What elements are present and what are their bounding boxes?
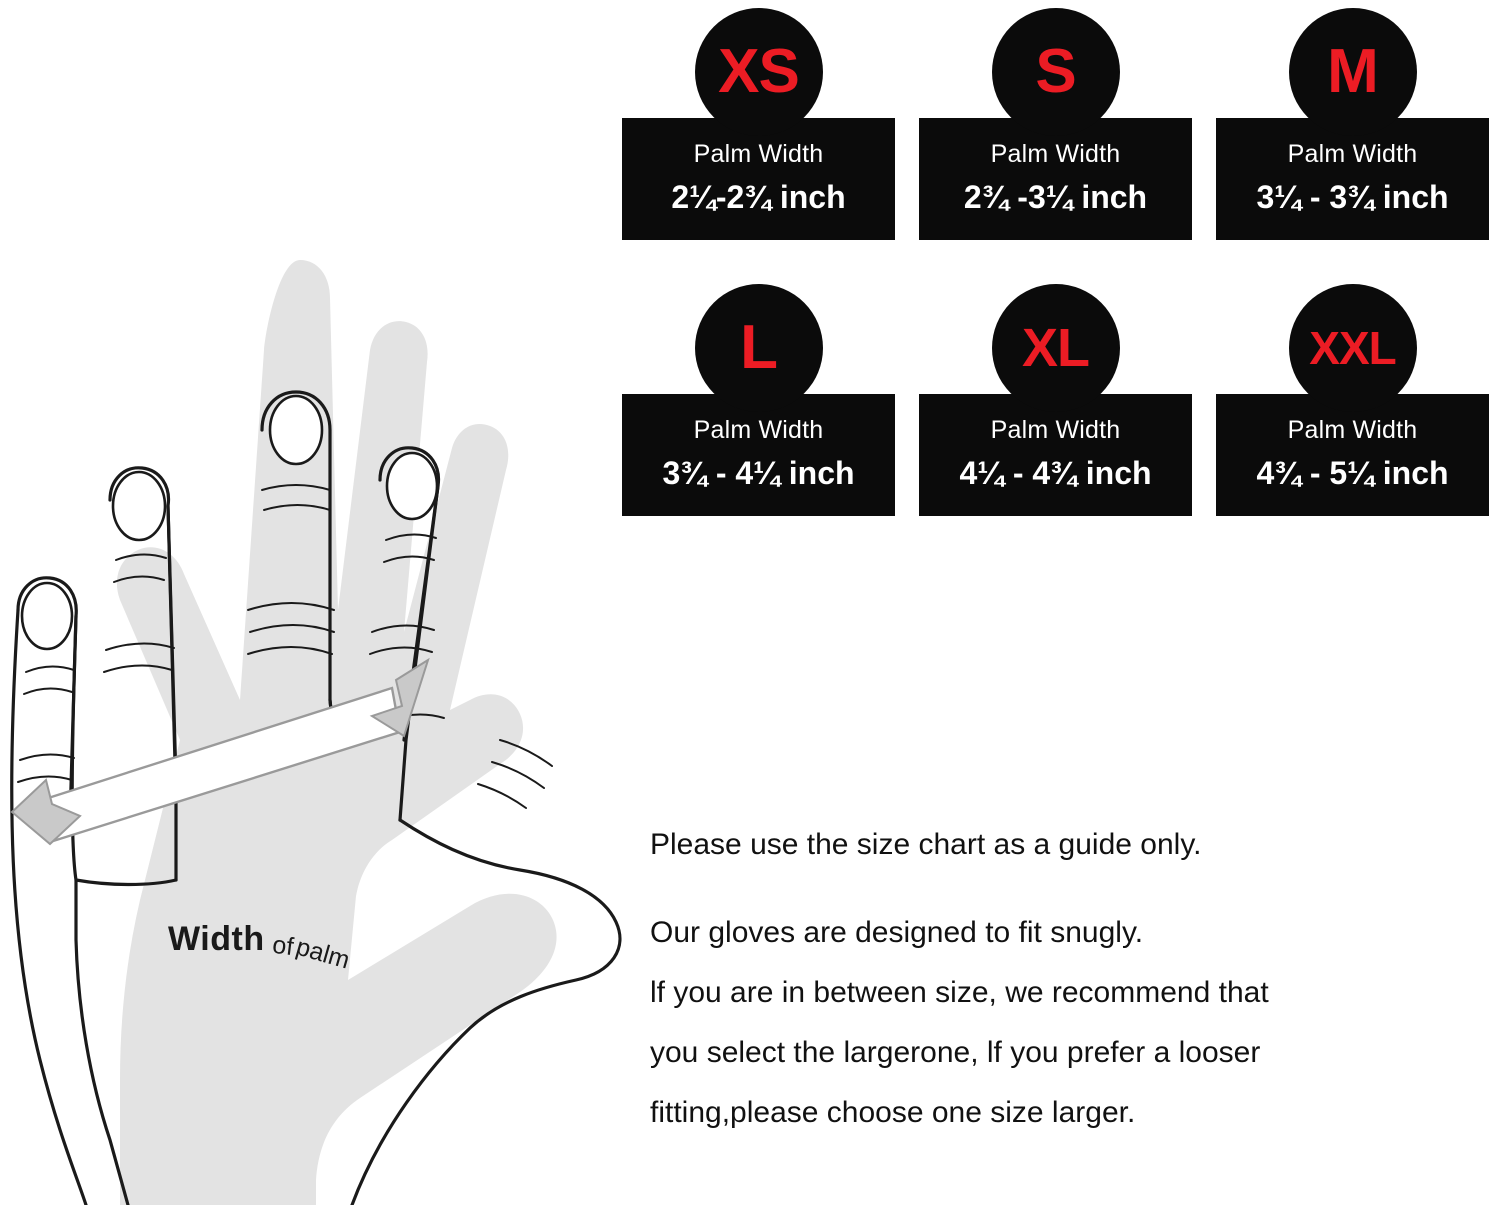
size-range-l bbox=[630, 455, 887, 492]
size-measure-label-xs: Palm Width bbox=[693, 140, 824, 168]
size-guide-notes bbox=[650, 830, 1490, 1158]
size-range-unit-m: inch bbox=[1382, 179, 1449, 215]
size-range-xs bbox=[630, 179, 887, 216]
size-chart-grid bbox=[622, 8, 1490, 560]
size-range-unit-s: inch bbox=[1081, 179, 1148, 215]
size-range-value-m: 3¼ - 3¾ bbox=[1256, 179, 1374, 215]
size-range-value-s: 2¾ -3¼ bbox=[963, 179, 1073, 215]
size-range-value-xxl: 4¾ - 5¼ bbox=[1256, 455, 1374, 491]
size-badge-m: M bbox=[1289, 8, 1417, 136]
size-measure-label-m: Palm Width bbox=[1287, 140, 1418, 168]
size-measure-label-l: Palm Width bbox=[693, 416, 824, 444]
size-measure-label-s: Palm Width bbox=[990, 140, 1121, 168]
hand-diagram bbox=[0, 180, 660, 1205]
palm-width-label bbox=[168, 920, 354, 975]
size-measure-label-xl: Palm Width bbox=[990, 416, 1121, 444]
size-range-xxl bbox=[1224, 455, 1481, 492]
note-line-4: you select the largerone, lf you prefer a looser bbox=[650, 1036, 1261, 1069]
size-range-m bbox=[1224, 179, 1481, 216]
note-line-3: lf you are in between size, we recommend that bbox=[650, 976, 1269, 1009]
size-range-value-xl: 4¼ - 4¾ bbox=[959, 455, 1077, 491]
size-badge-xxl: XXL bbox=[1289, 284, 1417, 412]
size-measure-label-xxl: Palm Width bbox=[1287, 416, 1418, 444]
size-row-bottom bbox=[622, 284, 1490, 516]
size-info-l bbox=[622, 394, 895, 516]
size-info-xxl bbox=[1216, 394, 1489, 516]
palm-width-label-width: Width bbox=[168, 920, 265, 958]
size-range-value-l: 3¾ - 4¼ bbox=[662, 455, 780, 491]
size-info-m bbox=[1216, 118, 1489, 240]
size-range-unit-xxl: inch bbox=[1382, 455, 1449, 491]
size-range-s bbox=[927, 179, 1184, 216]
palm-width-label-of: of bbox=[270, 930, 295, 962]
size-badge-s: S bbox=[992, 8, 1120, 136]
size-card-xs[interactable] bbox=[622, 8, 895, 240]
size-badge-xl: XL bbox=[992, 284, 1120, 412]
size-info-xl bbox=[919, 394, 1192, 516]
size-info-s bbox=[919, 118, 1192, 240]
size-range-unit-xl: inch bbox=[1085, 455, 1152, 491]
note-line-5: fitting,please choose one size larger. bbox=[650, 1096, 1136, 1129]
size-card-xxl[interactable] bbox=[1216, 284, 1489, 516]
note-line-2: Our gloves are designed to fit snugly. bbox=[650, 916, 1144, 949]
size-info-xs bbox=[622, 118, 895, 240]
size-range-unit-xs: inch bbox=[779, 179, 846, 215]
note-line-1: Please use the size chart as a guide only. bbox=[650, 828, 1202, 861]
size-badge-l: L bbox=[695, 284, 823, 412]
notes-spacer bbox=[650, 890, 1490, 918]
size-card-l[interactable] bbox=[622, 284, 895, 516]
size-row-top bbox=[622, 8, 1490, 240]
palm-width-label-palm: palm bbox=[293, 932, 354, 975]
size-card-xl[interactable] bbox=[919, 284, 1192, 516]
size-range-xl bbox=[927, 455, 1184, 492]
size-card-m[interactable] bbox=[1216, 8, 1489, 240]
size-badge-xs: XS bbox=[695, 8, 823, 136]
size-range-unit-l: inch bbox=[788, 455, 855, 491]
size-range-value-xs: 2¼-2¾ bbox=[671, 179, 771, 215]
size-card-s[interactable] bbox=[919, 8, 1192, 240]
